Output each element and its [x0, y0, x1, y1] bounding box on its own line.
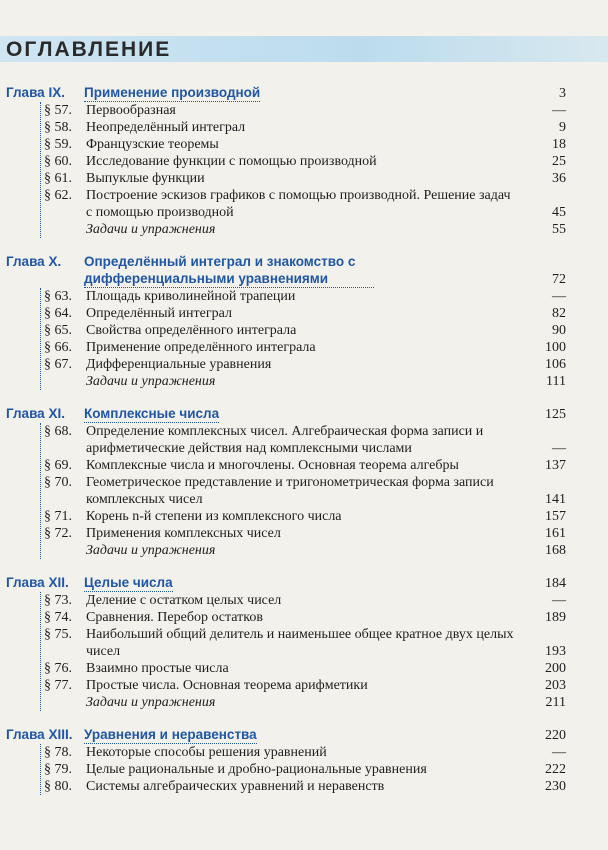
section-title: Первообразная: [86, 103, 176, 118]
section-page: 230: [545, 779, 566, 794]
section-page: 168: [545, 543, 566, 558]
section-title: Французские теоремы: [86, 137, 219, 152]
section-entry[interactable]: [40, 187, 566, 221]
section-entry[interactable]: [40, 305, 566, 322]
section-page: 18: [552, 137, 566, 152]
exercises-entry[interactable]: [40, 542, 566, 559]
section-number: § 75.: [44, 627, 72, 642]
section-entry[interactable]: [40, 778, 566, 795]
section-title: Целые рациональные и дробно-рациональные уравнения: [86, 762, 427, 777]
section-number: § 80.: [44, 779, 72, 794]
section-list: [40, 744, 566, 795]
section-number: § 65.: [44, 323, 72, 338]
section-page: 200: [545, 661, 566, 676]
section-page: 36: [552, 171, 566, 186]
section-title: Площадь криволинейной трапеции: [86, 289, 296, 304]
section-entry[interactable]: [40, 761, 566, 778]
section-entry[interactable]: [40, 288, 566, 305]
section-page: 193: [545, 644, 566, 659]
section-title: Применение определённого интеграла: [86, 340, 316, 355]
chapter-gap: [0, 559, 608, 574]
section-number: § 69.: [44, 458, 72, 473]
section-page: —: [552, 745, 566, 760]
section-number: § 58.: [44, 120, 72, 135]
chapter-title: Применение производной: [84, 85, 261, 100]
section-title: Взаимно простые числа: [86, 661, 229, 676]
section-entry[interactable]: [40, 626, 566, 660]
chapter-number: Глава XIII.: [6, 727, 73, 742]
chapter-page: 3: [559, 86, 566, 101]
chapter-page: 72: [552, 272, 566, 287]
section-number: § 71.: [44, 509, 72, 524]
section-page: 189: [545, 610, 566, 625]
chapter-gap: [0, 390, 608, 405]
section-number: § 66.: [44, 340, 72, 355]
section-list: [40, 592, 566, 711]
section-page: 25: [552, 154, 566, 169]
section-page: 45: [552, 205, 566, 220]
section-page: —: [552, 593, 566, 608]
chapter-number: Глава XI.: [6, 406, 65, 421]
chapter-title: Комплексные числа: [84, 406, 220, 421]
section-title: Деление с остатком целых чисел: [86, 593, 282, 608]
section-page: 203: [545, 678, 566, 693]
section-title: Определение комплексных чисел. Алгебраическая форма записи и арифметические действия над комплексными числами: [86, 424, 484, 456]
section-entry[interactable]: [40, 102, 566, 119]
section-page: 161: [545, 526, 566, 541]
chapter-number: Глава X.: [6, 254, 62, 269]
section-title: Свойства определённого интеграла: [86, 323, 297, 338]
section-page: 157: [545, 509, 566, 524]
chapter-gap: [0, 711, 608, 726]
section-number: § 78.: [44, 745, 72, 760]
section-number: § 67.: [44, 357, 72, 372]
exercises-entry[interactable]: [40, 373, 566, 390]
section-entry[interactable]: [40, 153, 566, 170]
section-entry[interactable]: [40, 660, 566, 677]
section-list: [40, 423, 566, 559]
section-page: 222: [545, 762, 566, 777]
section-title: Корень n-й степени из комплексного числа: [86, 509, 342, 524]
section-page: 137: [545, 458, 566, 473]
section-list: [40, 288, 566, 390]
section-number: § 59.: [44, 137, 72, 152]
exercises-entry[interactable]: [40, 221, 566, 238]
section-number: § 74.: [44, 610, 72, 625]
section-title: Построение эскизов графиков с помощью производной. Решение задач с помощью производной: [86, 188, 511, 220]
section-title: Задачи и упражнения: [86, 695, 216, 710]
section-number: § 76.: [44, 661, 72, 676]
section-entry[interactable]: [40, 592, 566, 609]
section-entry[interactable]: [40, 356, 566, 373]
chapter-title: Уравнения и неравенства: [84, 727, 257, 742]
section-number: § 68.: [44, 424, 72, 439]
section-title: Определённый интеграл: [86, 306, 232, 321]
chapter-page: 184: [545, 576, 566, 591]
section-entry[interactable]: [40, 744, 566, 761]
section-entry[interactable]: [40, 508, 566, 525]
page-title: ОГЛАВЛЕНИЕ: [6, 38, 172, 61]
section-number: § 79.: [44, 762, 72, 777]
section-number: § 63.: [44, 289, 72, 304]
chapter-heading[interactable]: [0, 574, 566, 592]
chapter-number: Глава XII.: [6, 575, 69, 590]
chapter-number: Глава IX.: [6, 85, 65, 100]
section-entry[interactable]: [40, 457, 566, 474]
chapter-page: 125: [545, 407, 566, 422]
section-entry[interactable]: [40, 423, 566, 457]
section-entry[interactable]: [40, 339, 566, 356]
section-title: Комплексные числа и многочлены. Основная теорема алгебры: [86, 458, 459, 473]
section-title: Задачи и упражнения: [86, 374, 216, 389]
section-page: 90: [552, 323, 566, 338]
section-page: —: [552, 103, 566, 118]
section-page: 211: [545, 695, 566, 710]
chapter-block: [0, 574, 608, 711]
section-page: —: [552, 289, 566, 304]
section-page: 55: [552, 222, 566, 237]
section-page: 100: [545, 340, 566, 355]
section-entry[interactable]: [40, 170, 566, 187]
section-page: 82: [552, 306, 566, 321]
section-list: [40, 102, 566, 238]
section-title: Выпуклые функции: [86, 171, 205, 186]
section-number: § 61.: [44, 171, 72, 186]
section-title: Дифференциальные уравнения: [86, 357, 272, 372]
chapter-block: [0, 405, 608, 559]
chapter-heading[interactable]: [0, 253, 566, 288]
section-page: 106: [545, 357, 566, 372]
section-entry[interactable]: [40, 609, 566, 626]
section-number: § 70.: [44, 475, 72, 490]
chapter-block: [0, 726, 608, 795]
section-number: § 77.: [44, 678, 72, 693]
section-title: Некоторые способы решения уравнений: [86, 745, 327, 760]
chapter-heading[interactable]: [0, 726, 566, 744]
section-entry[interactable]: [40, 525, 566, 542]
exercises-entry[interactable]: [40, 694, 566, 711]
chapter-block: [0, 253, 608, 390]
section-title: Простые числа. Основная теорема арифметики: [86, 678, 368, 693]
chapter-heading[interactable]: [0, 405, 566, 423]
section-title: Исследование функции с помощью производной: [86, 154, 377, 169]
section-entry[interactable]: [40, 677, 566, 694]
chapter-page: 220: [545, 728, 566, 743]
section-title: Сравнения. Перебор остатков: [86, 610, 263, 625]
section-title: Задачи и упражнения: [86, 222, 216, 237]
section-entry[interactable]: [40, 322, 566, 339]
chapter-title: Определённый интеграл и знакомство с дифференциальными уравнениями: [84, 253, 374, 288]
chapter-block: [0, 84, 608, 238]
section-title: Наибольший общий делитель и наименьшее общее кратное двух целых чисел: [86, 627, 514, 659]
section-number: § 72.: [44, 526, 72, 541]
section-number: § 73.: [44, 593, 72, 608]
section-title: Применения комплексных чисел: [86, 526, 281, 541]
section-page: 111: [546, 374, 566, 389]
table-of-contents: [0, 84, 608, 795]
section-number: § 57.: [44, 103, 72, 118]
section-title: Системы алгебраических уравнений и неравенств: [86, 779, 385, 794]
section-entry[interactable]: [40, 136, 566, 153]
section-number: § 62.: [44, 188, 72, 203]
chapter-gap: [0, 238, 608, 253]
section-number: § 64.: [44, 306, 72, 321]
section-page: —: [552, 441, 566, 456]
chapter-heading[interactable]: [0, 84, 566, 102]
section-page: 9: [559, 120, 566, 135]
section-title: Неопределённый интеграл: [86, 120, 246, 135]
section-title: Геометрическое представление и тригонометрическая форма записи комплексных чисел: [86, 475, 494, 507]
section-entry[interactable]: [40, 119, 566, 136]
chapter-title: Целые числа: [84, 575, 173, 590]
section-entry[interactable]: [40, 474, 566, 508]
section-page: 141: [545, 492, 566, 507]
section-title: Задачи и упражнения: [86, 543, 216, 558]
section-number: § 60.: [44, 154, 72, 169]
